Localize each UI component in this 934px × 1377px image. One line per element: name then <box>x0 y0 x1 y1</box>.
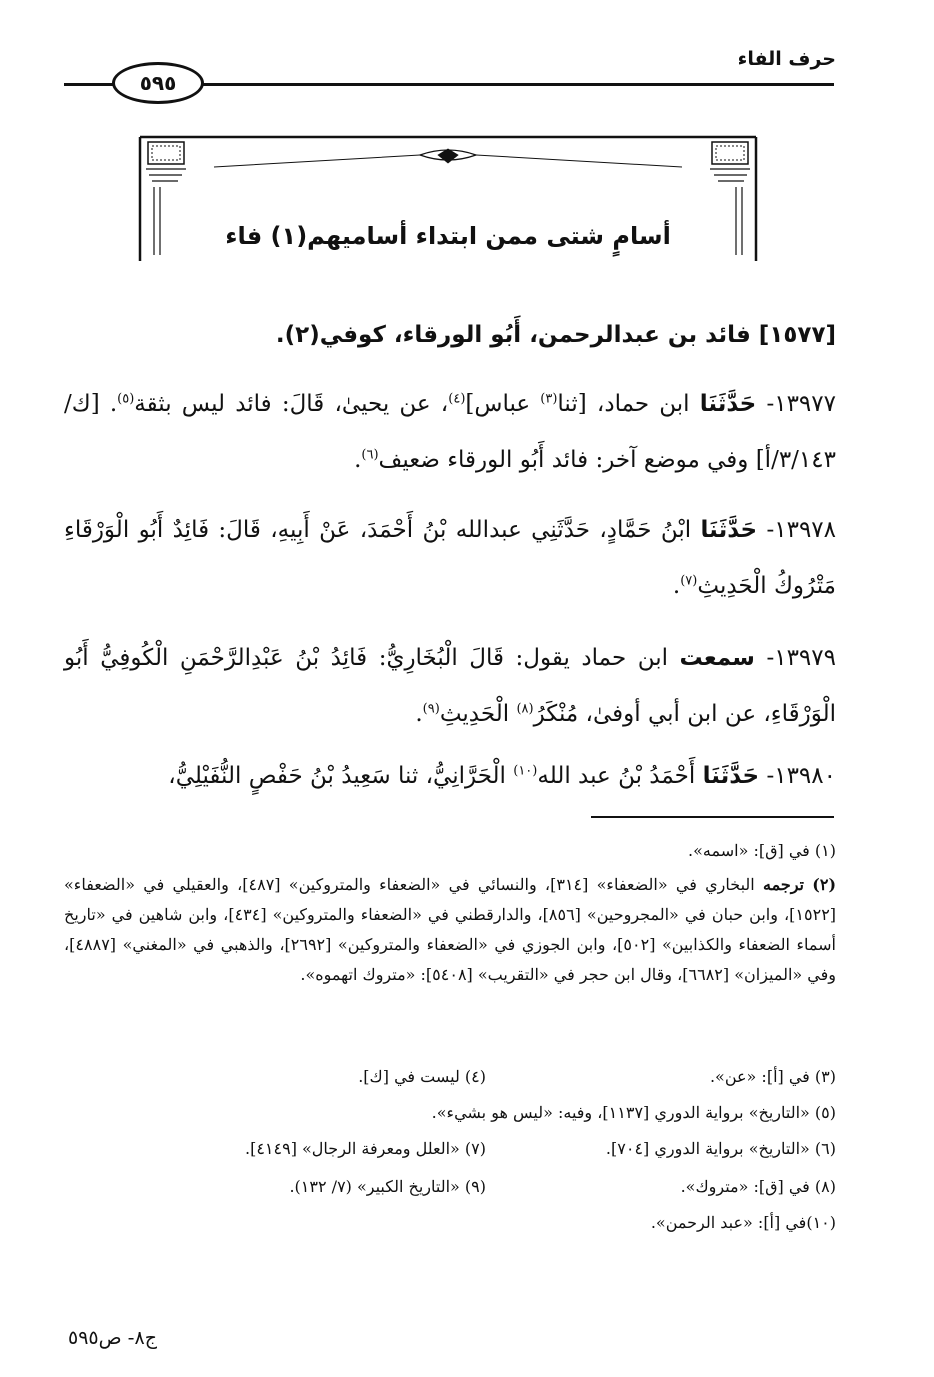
hadith-text: . <box>354 447 362 473</box>
hadith-text: أَحْمَدُ بْنُ عبد الله <box>537 763 703 789</box>
footnote-8: (٨) في [ق]: «متروك». <box>680 1177 836 1196</box>
hadith-paragraph-13980 <box>64 748 836 804</box>
page-number-badge <box>112 62 204 104</box>
hadith-text: . <box>415 701 423 727</box>
footnote-ref: (٨) <box>516 701 534 717</box>
hadith-text: ، عن يحيىٰ، قَالَ: فائد ليس بثقة <box>134 391 449 417</box>
page-reference: ج٨- ص٥٩٥ <box>68 1327 157 1349</box>
hadith-paragraph-13979 <box>64 630 836 742</box>
footnote-text: البخاري في «الضعفاء» [٣١٤]، والنسائي في «الضعفاء والمتروكين» [٤٨٧]، والعقيلي في «الضعفاء» [١٥٢٢]، وابن حبان في «المجروحين» [٨٥٦]، والدارقطني في «الضعفاء والمتروكين» [٤٣٤]، وابن شاهين في «تاريخ أسماء الضعفاء والكذابين» [٥٠٢]، وابن الجوزي في «الضعفاء والمتروكين» [٢٦٩٢]، والذهبي في «المغني» [٤٨٨٧]، وفي «الميزان» [٦٦٨٢]، وقال ابن حجر في «التقريب» [٥٤٠٨]: «متروك اتهموه». <box>64 875 837 984</box>
footnote-ref: (٩) <box>422 701 440 717</box>
hadith-text: الْحَدِيثِ <box>439 701 517 727</box>
hadith-text: عباس] <box>465 391 541 417</box>
hadith-text: ابن حماد، [ثنا <box>557 391 700 417</box>
page-number: ٥٩٥ <box>139 71 177 95</box>
footnote-row <box>64 1062 836 1092</box>
hadith-keyword: سمعت <box>679 645 755 671</box>
footnote-ref: (٧) <box>680 573 698 589</box>
hadith-number: ١٣٩٧٨- <box>766 517 837 543</box>
hadith-paragraph-13978 <box>64 502 836 614</box>
hadith-keyword: حَدَّثَنَا <box>699 391 757 417</box>
hadith-text: . <box>672 573 681 599</box>
hadith-keyword: حَدَّثَنَا <box>700 517 758 543</box>
section-heading: أسامٍ شتى ممن ابتداء أساميهم(١) فاء <box>225 222 671 250</box>
footnote-ref: (٣) <box>540 391 558 407</box>
hadith-number: ١٣٩٧٧- <box>766 391 836 417</box>
footnote-ref: (٦) <box>361 447 379 463</box>
hadith-text: . [ك/٣/١٤٣/أ] وفي موضع آخر: فائد أَبُو الورقاء ضعيف <box>64 391 836 473</box>
footnote-7: (٧) «العلل ومعرفة الرجال» [٤١٤٩]. <box>244 1139 486 1158</box>
footnote-row <box>64 1172 836 1202</box>
footnote-9: (٩) «التاريخ الكبير» (٧/ ١٣٢). <box>289 1177 486 1196</box>
hadith-keyword: حَدَّثَنَا <box>702 763 760 789</box>
hadith-text: الْحَرَّانِيُّ، ثنا سَعِيدُ بْنُ حَفْصٍ النُّفَيْلِيُّ، <box>168 763 514 789</box>
entry-heading: [١٥٧٧] فائد بن عبدالرحمن، أَبُو الورقاء، كوفي(٢). <box>275 322 836 348</box>
hadith-text: ابن حماد يقول: قَالَ الْبُخَارِيُّ: فَائِدُ بْنُ عَبْدِالرَّحْمَنِ الْكُوفِيُّ أَبُو الْوَرْقَاءِ، عن ابن أبي أوفىٰ، مُنْكَرُ <box>64 645 836 727</box>
footnote-row <box>64 1134 836 1164</box>
footnote-10: (١٠)في [أ]: «عبد الرحمن». <box>650 1213 836 1232</box>
footnote-5: (٥) «التاريخ» برواية الدوري [١١٣٧]، وفيه: «ليس هو بشيء». <box>431 1103 836 1122</box>
footnote-1: (١) في [ق]: «اسمه». <box>688 841 836 860</box>
chapter-title: حرف الفاء <box>737 48 836 70</box>
hadith-paragraph-13977 <box>64 376 836 488</box>
footnote-keyword: ترجمه <box>763 875 804 894</box>
footnote-4: (٤) ليست في [ك]. <box>358 1067 486 1086</box>
footnote-3: (٣) في [أ]: «عن». <box>709 1067 836 1086</box>
hadith-number: ١٣٩٨٠- <box>766 763 836 789</box>
footnote-number: (٢) <box>812 875 837 894</box>
hadith-number: ١٣٩٧٩- <box>766 645 836 671</box>
footnote-ref: (٤) <box>448 391 466 407</box>
footnote-ref: (٥) <box>117 391 135 407</box>
footnote-ref: (١٠) <box>513 763 538 779</box>
footnote-6: (٦) «التاريخ» برواية الدوري [٧٠٤]. <box>605 1139 836 1158</box>
footnote-2 <box>64 870 836 990</box>
footnote-separator <box>591 816 834 818</box>
hadith-text: ابْنُ حَمَّادٍ، حَدَّثَنِي عبدالله بْنُ أَحْمَدَ، عَنْ أَبِيهِ، قَالَ: فَائِدٌ أَبُو الْوَرْقَاءِ مَتْرُوكُ الْحَدِيثِ <box>64 517 836 599</box>
